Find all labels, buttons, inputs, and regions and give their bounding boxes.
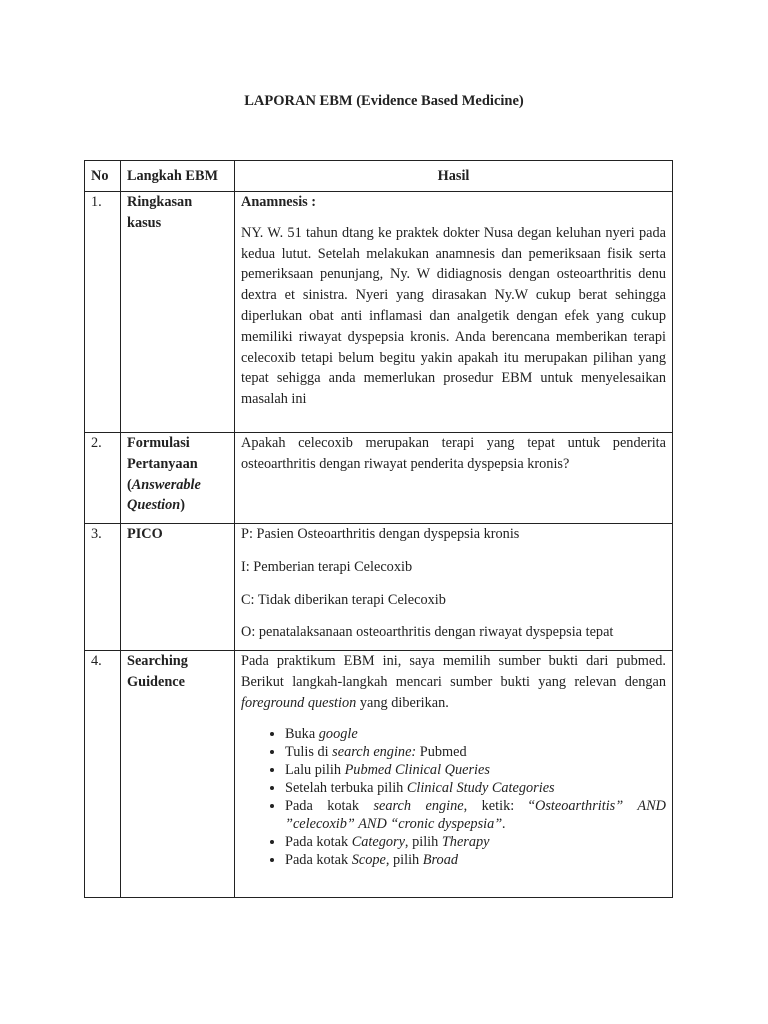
row-step [121, 651, 235, 898]
step-italic: Question [127, 497, 181, 514]
step-line: Ringkasan [127, 194, 193, 210]
list-item: • Tulis di search engine: Pubmed [285, 743, 666, 761]
table-row [85, 524, 673, 651]
result-intro [241, 651, 666, 713]
header-result: Hasil [235, 161, 673, 192]
step-line [127, 475, 228, 496]
row-number: 3. [85, 524, 121, 651]
pico-o: O: penatalaksanaan osteoarthritis dengan riwayat dyspepsia tepat [241, 624, 614, 641]
paren-open: ( [127, 476, 132, 493]
step-italic: Answerable [131, 476, 201, 493]
row-number: 2. [85, 433, 121, 524]
row-number: 4. [85, 651, 121, 898]
step-line [127, 495, 228, 516]
row-result [235, 651, 673, 898]
row-step [121, 433, 235, 524]
list-item: • Setelah terbuka pilih Clinical Study Categories [285, 779, 666, 797]
list-item: • Lalu pilih Pubmed Clinical Queries [285, 761, 666, 779]
result-heading: Anamnesis : [241, 194, 317, 210]
intro-end: yang diberikan. [359, 694, 449, 711]
step-line: Guidence [127, 673, 185, 690]
list-item: • Pada kotak Scope, pilih Broad [285, 851, 666, 869]
intro-text: Pada praktikum EBM ini, saya memilih sumber bukti dari pubmed. Berikut langkah-langkah mencari sumber bukti yang relevan dengan [241, 653, 666, 690]
list-item: • Buka google [285, 725, 666, 743]
intro-italic: foreground question [241, 694, 357, 711]
step-line: Searching [127, 653, 188, 669]
step-line: Formulasi [127, 435, 190, 451]
row-step [121, 192, 235, 433]
paren-close: ) [180, 497, 185, 514]
table-row [85, 192, 673, 433]
table-row [85, 651, 673, 898]
list-item: • Pada kotak Category, pilih Therapy [285, 833, 666, 851]
step-line: PICO [127, 526, 163, 542]
row-result [235, 433, 673, 524]
row-number: 1. [85, 192, 121, 433]
pico-p: P: Pasien Osteoarthritis dengan dyspepsia kronis [241, 526, 520, 542]
step-line: Pertanyaan [127, 455, 198, 472]
row-step [121, 524, 235, 651]
search-steps-list [241, 725, 666, 869]
pico-c: C: Tidak diberikan terapi Celecoxib [241, 591, 446, 608]
row-result [235, 192, 673, 433]
header-step: Langkah EBM [121, 161, 235, 192]
table-header-row [85, 161, 673, 192]
pico-i: I: Pemberian terapi Celecoxib [241, 558, 413, 575]
result-text: Apakah celecoxib merupakan terapi yang tepat untuk penderita osteoarthritis dengan riwayat penderita dyspepsia kronis? [241, 435, 666, 472]
result-text: NY. W. 51 tahun dtang ke praktek dokter Nusa degan keluhan nyeri pada kedua lutut. Setelah melakukan anamnesis dan pemeriksaan fisik serta pemeriksaan penunjang, Ny. W didiagnosis dengan osteoarthritis denu dextra et sinistra. Nyeri yang dirasakan Ny.W cukup berat sehingga diperlukan obat anti inflamasi dan analgetik dengan efek yang cukup memiliki riwayat dyspepsia kronis. Anda berencana memberikan terapi celecoxib tetapi belum begitu yakin apakah itu merupakan pilihan yang tepat sehigga anda memerlukan prosedur EBM untuk menyelesaikan masalah ini [241, 224, 666, 408]
step-line: kasus [127, 214, 162, 231]
document-title: LAPORAN EBM (Evidence Based Medicine) [244, 93, 524, 109]
ebm-table [84, 160, 673, 898]
table-row [85, 433, 673, 524]
row-result [235, 524, 673, 651]
list-item: • Pada kotak search engine, ketik: “Osteoarthritis” AND ”celecoxib” AND “cronic dyspepsia”. [285, 797, 666, 833]
header-no: No [85, 161, 121, 192]
